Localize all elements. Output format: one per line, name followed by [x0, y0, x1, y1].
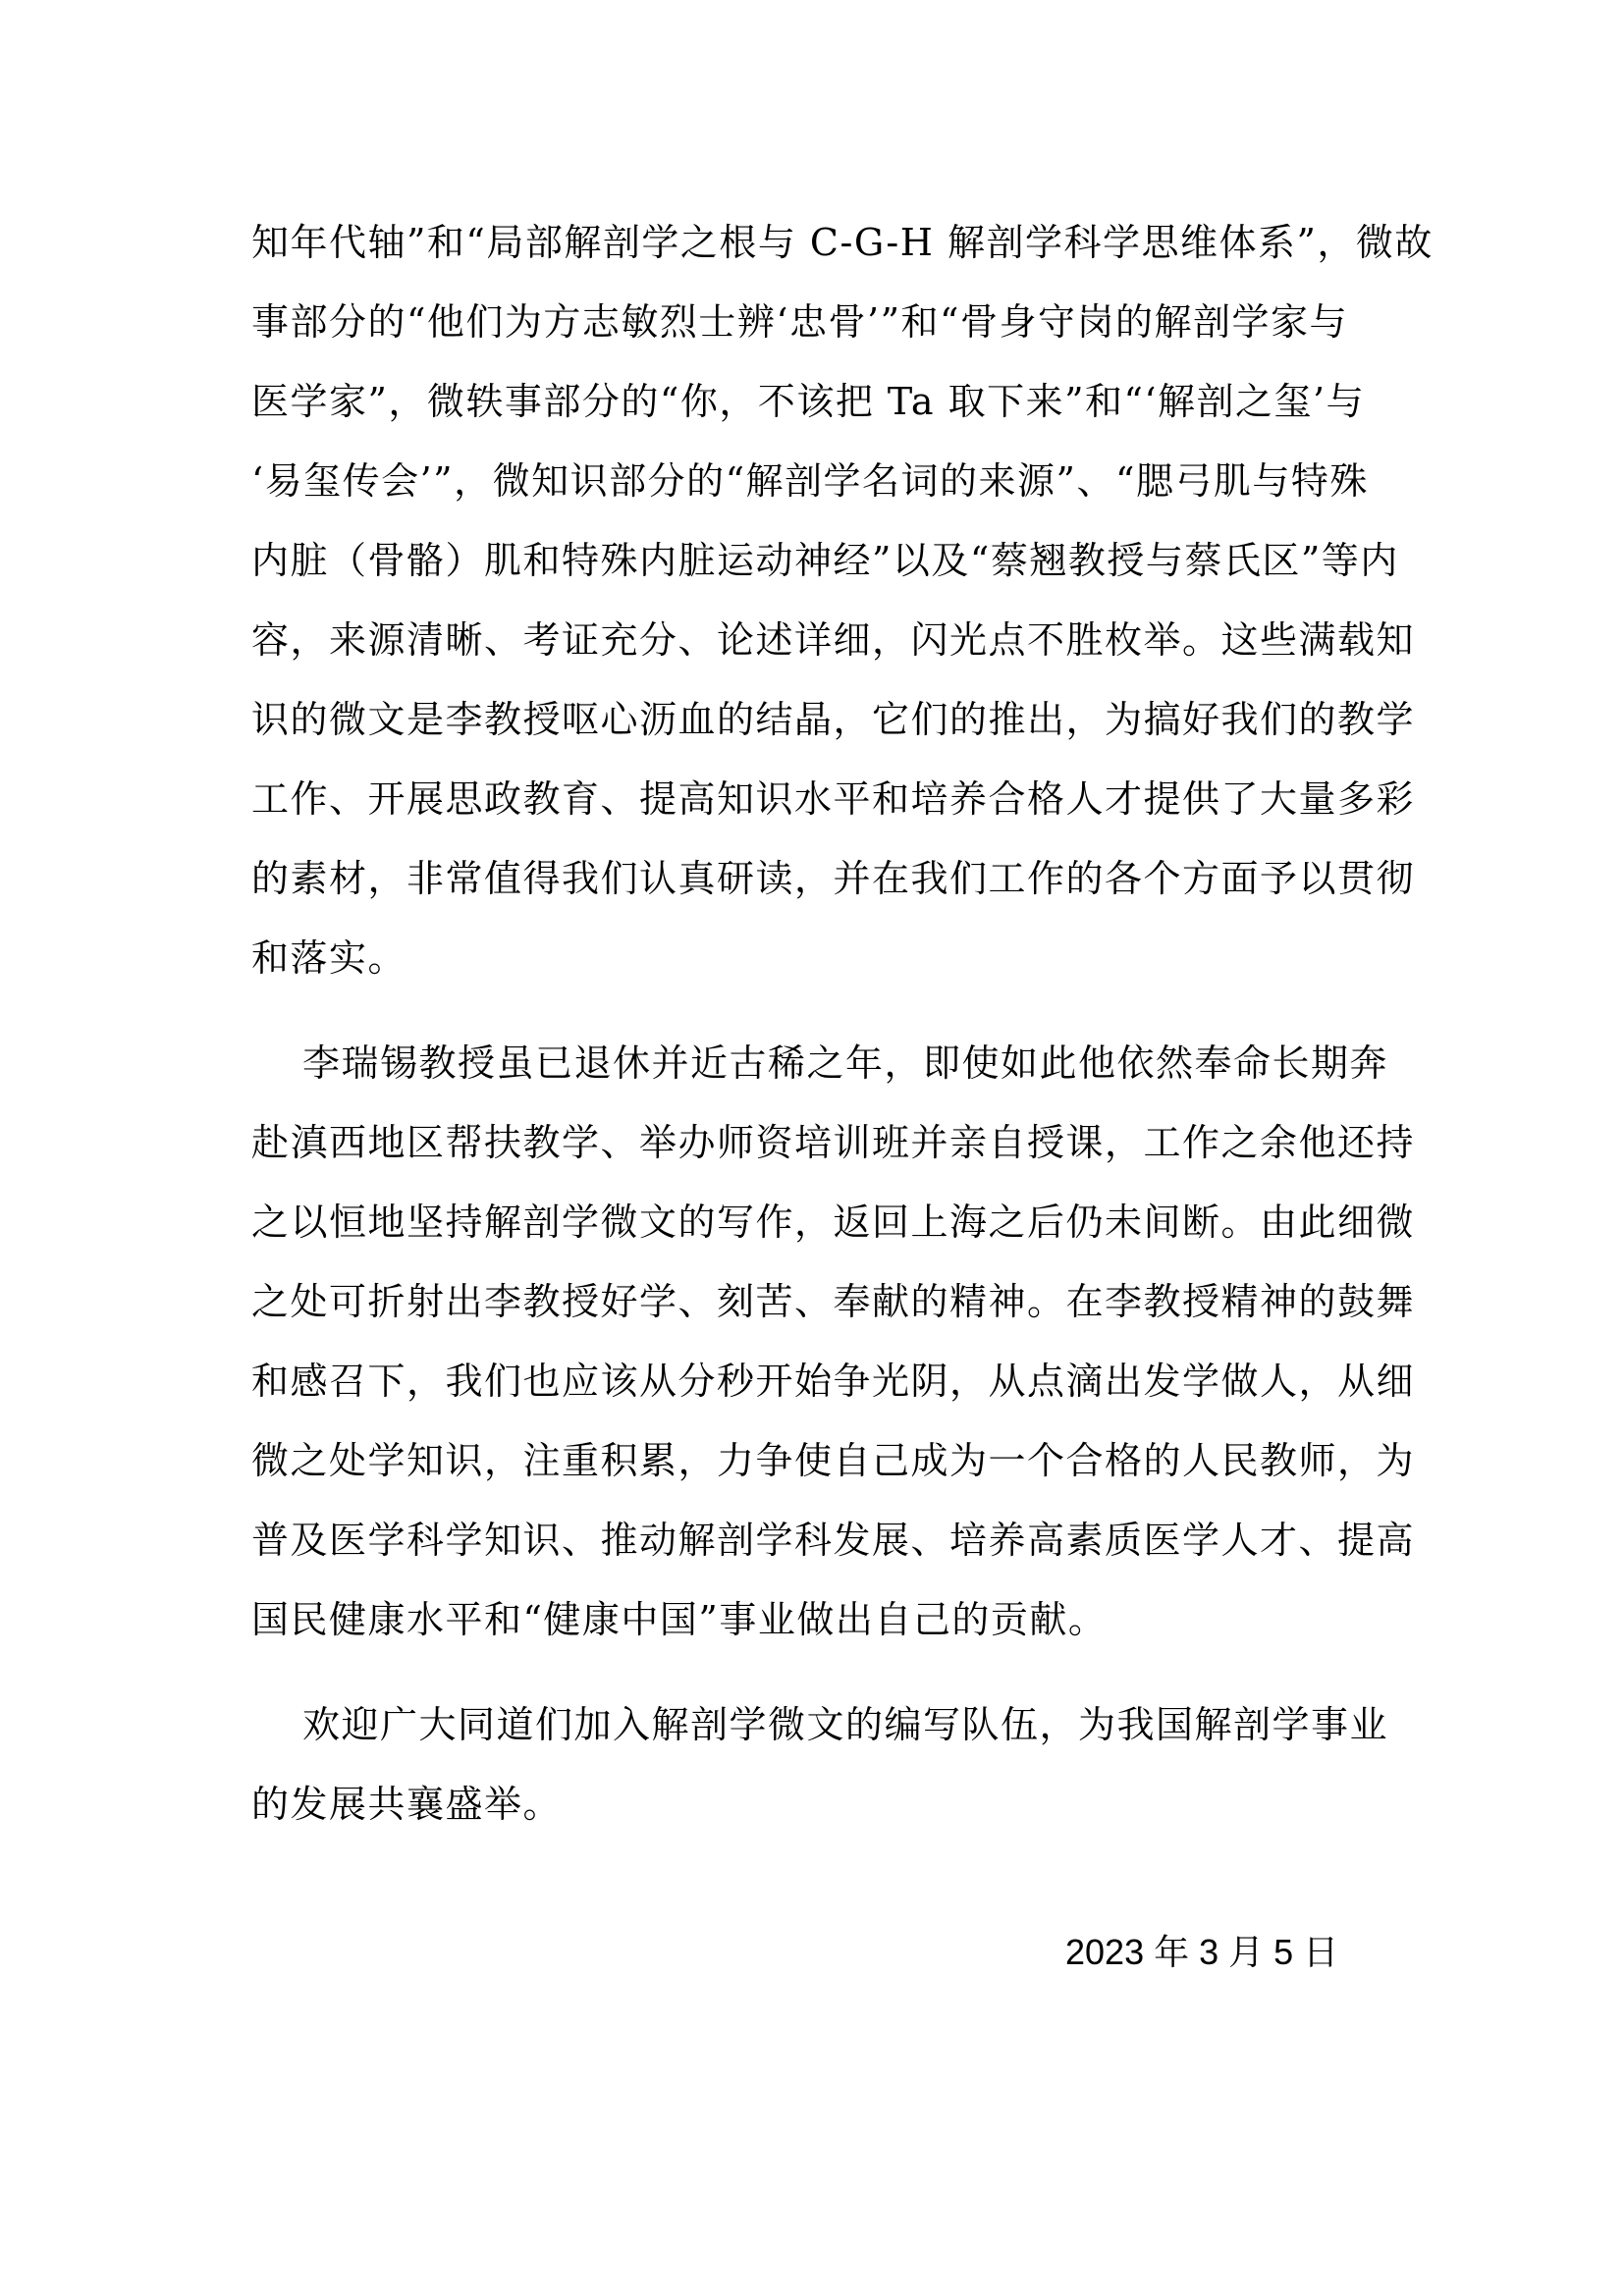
paragraph-3-line-2: 的发展共襄盛举。	[251, 1783, 563, 1826]
paragraph-1-line-9: 的素材，非常值得我们认真研读，并在我们工作的各个方面予以贯彻	[251, 857, 1416, 900]
paragraph-1-line-7: 识的微文是李教授呕心沥血的结晶，它们的推出，为搞好我们的教学	[251, 698, 1416, 741]
paragraph-2-line-8: 国民健康水平和“健康中国”事业做出自己的贡献。	[251, 1598, 1108, 1641]
paragraph-1-line-4: ‘易玺传会’”，微知识部分的“解剖学名词的来源”、“腮弓肌与特殊	[251, 459, 1369, 503]
paragraph-1-line-10: 和落实。	[251, 936, 407, 980]
paragraph-2-line-4: 之处可折射出李教授好学、刻苦、奉献的精神。在李教授精神的鼓舞	[251, 1280, 1416, 1323]
paragraph-1-line-8: 工作、开展思政教育、提高知识水平和培养合格人才提供了大量多彩	[251, 777, 1416, 821]
paragraph-2-line-5: 和感召下，我们也应该从分秒开始争光阴，从点滴出发学做人，从细	[251, 1360, 1416, 1403]
paragraph-2-line-2: 赴滇西地区帮扶教学、举办师资培训班并亲自授课，工作之余他还持	[251, 1121, 1416, 1164]
paragraph-3-line-1: 欢迎广大同道们加入解剖学微文的编写队伍，为我国解剖学事业	[302, 1703, 1389, 1746]
paragraph-2-line-1: 李瑞锡教授虽已退休并近古稀之年，即使如此他依然奉命长期奔	[302, 1041, 1389, 1085]
paragraph-1-line-6: 容，来源清晰、考证充分、论述详细，闪光点不胜枚举。这些满载知	[251, 618, 1416, 662]
paragraph-2-line-7: 普及医学科学知识、推动解剖学科发展、培养高素质医学人才、提高	[251, 1519, 1416, 1562]
paragraph-1-line-2: 事部分的“他们为方志敏烈士辨‘忠骨’”和“骨身守岗的解剖学家与	[251, 300, 1348, 344]
paragraph-1-line-3: 医学家”，微轶事部分的“你，不该把 Ta 取下来”和“‘解剖之玺’与	[251, 380, 1366, 423]
paragraph-1-line-5: 内脏（骨骼）肌和特殊内脏运动神经”以及“蔡翘教授与蔡氏区”等内	[251, 539, 1399, 582]
paragraph-2-line-6: 微之处学知识，注重积累，力争使自己成为一个合格的人民教师，为	[251, 1439, 1416, 1482]
paragraph-1-line-1: 知年代轴”和“局部解剖学之根与 C-G-H 解剖学科学思维体系”，微故	[251, 221, 1434, 264]
paragraph-2-line-3: 之以恒地坚持解剖学微文的写作，返回上海之后仍未间断。由此细微	[251, 1201, 1416, 1244]
document-date: 2023 年 3 月 5 日	[1065, 1932, 1339, 1972]
